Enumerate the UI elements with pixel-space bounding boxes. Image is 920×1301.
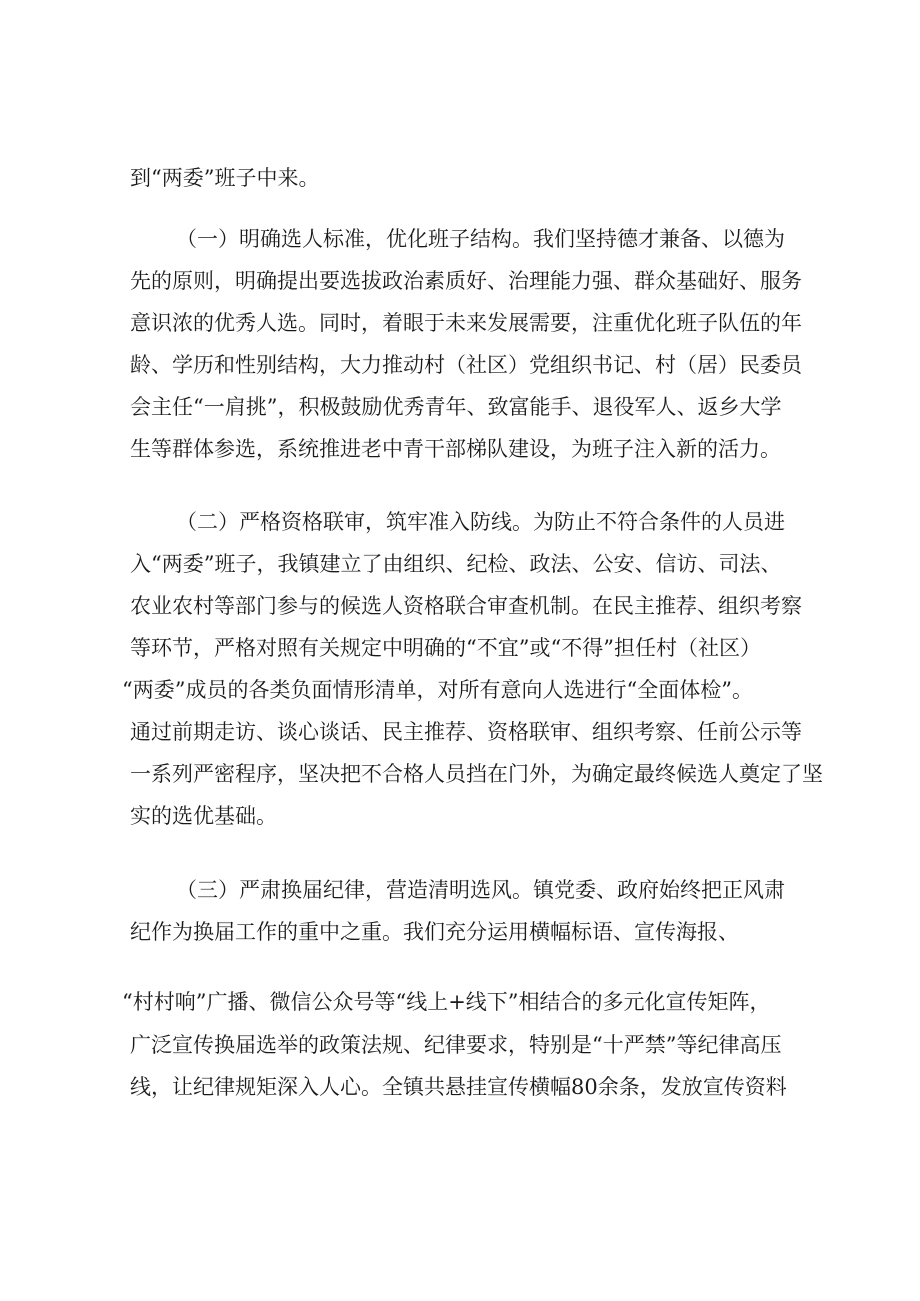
text-line: “两委”成员的各类负面情形清单，对所有意向人选进行“全面体检”。 (122, 678, 753, 702)
text-line: 实的选优基础。 (130, 804, 277, 828)
text-line: 一系列严密程序，坚决把不合格人员挡在门外，为确定最终候选人奠定了坚 (130, 762, 823, 786)
text-line: 纪作为换届工作的重中之重。我们充分运用横幅标语、宣传海报、 (130, 920, 739, 944)
text-line: 入“两委”班子，我镇建立了由组织、纪检、政法、公安、信访、司法、 (130, 552, 782, 576)
text-line: 先的原则，明确提出要选拔政治素质好、治理能力强、群众基础好、服务 (130, 269, 802, 293)
text-line: 等环节，严格对照有关规定中明确的“不宜”或“不得”担任村（社区） (130, 636, 761, 660)
text-line: 线，让纪律规矩深入人心。全镇共悬挂宣传横幅80余条，发放宣传资料 (130, 1075, 787, 1099)
text-line: “村村响”广播、微信公众号等“线上+线下”相结合的多元化宣传矩阵， (122, 990, 771, 1014)
section-heading-1: （一）明确选人标准，优化班子结构。我们坚持德才兼备、以德为 (176, 227, 785, 251)
text-line: 意识浓的优秀人选。同时，着眼于未来发展需要，注重优化班子队伍的年 (130, 311, 802, 335)
section-heading-2: （二）严格资格联审，筑牢准入防线。为防止不符合条件的人员进 (176, 510, 785, 534)
section-heading-3: （三）严肃换届纪律，营造清明选风。镇党委、政府始终把正风肃 (176, 878, 785, 902)
text-line: 广泛宣传换届选举的政策法规、纪律要求，特别是“十严禁”等纪律高压 (130, 1033, 782, 1057)
text-line: 到“两委”班子中来。 (130, 166, 320, 190)
text-line: 会主任“一肩挑”，积极鼓励优秀青年、致富能手、退役军人、返乡大学 (130, 395, 782, 419)
text-line: 生等群体参选，系统推进老中青干部梯队建设，为班子注入新的活力。 (130, 437, 781, 461)
text-line: 通过前期走访、谈心谈话、民主推荐、资格联审、组织考察、任前公示等 (130, 720, 802, 744)
text-line: 农业农村等部门参与的候选人资格联合审查机制。在民主推荐、组织考察 (130, 594, 802, 618)
text-line: 龄、学历和性别结构，大力推动村（社区）党组织书记、村（居）民委员 (130, 353, 802, 377)
